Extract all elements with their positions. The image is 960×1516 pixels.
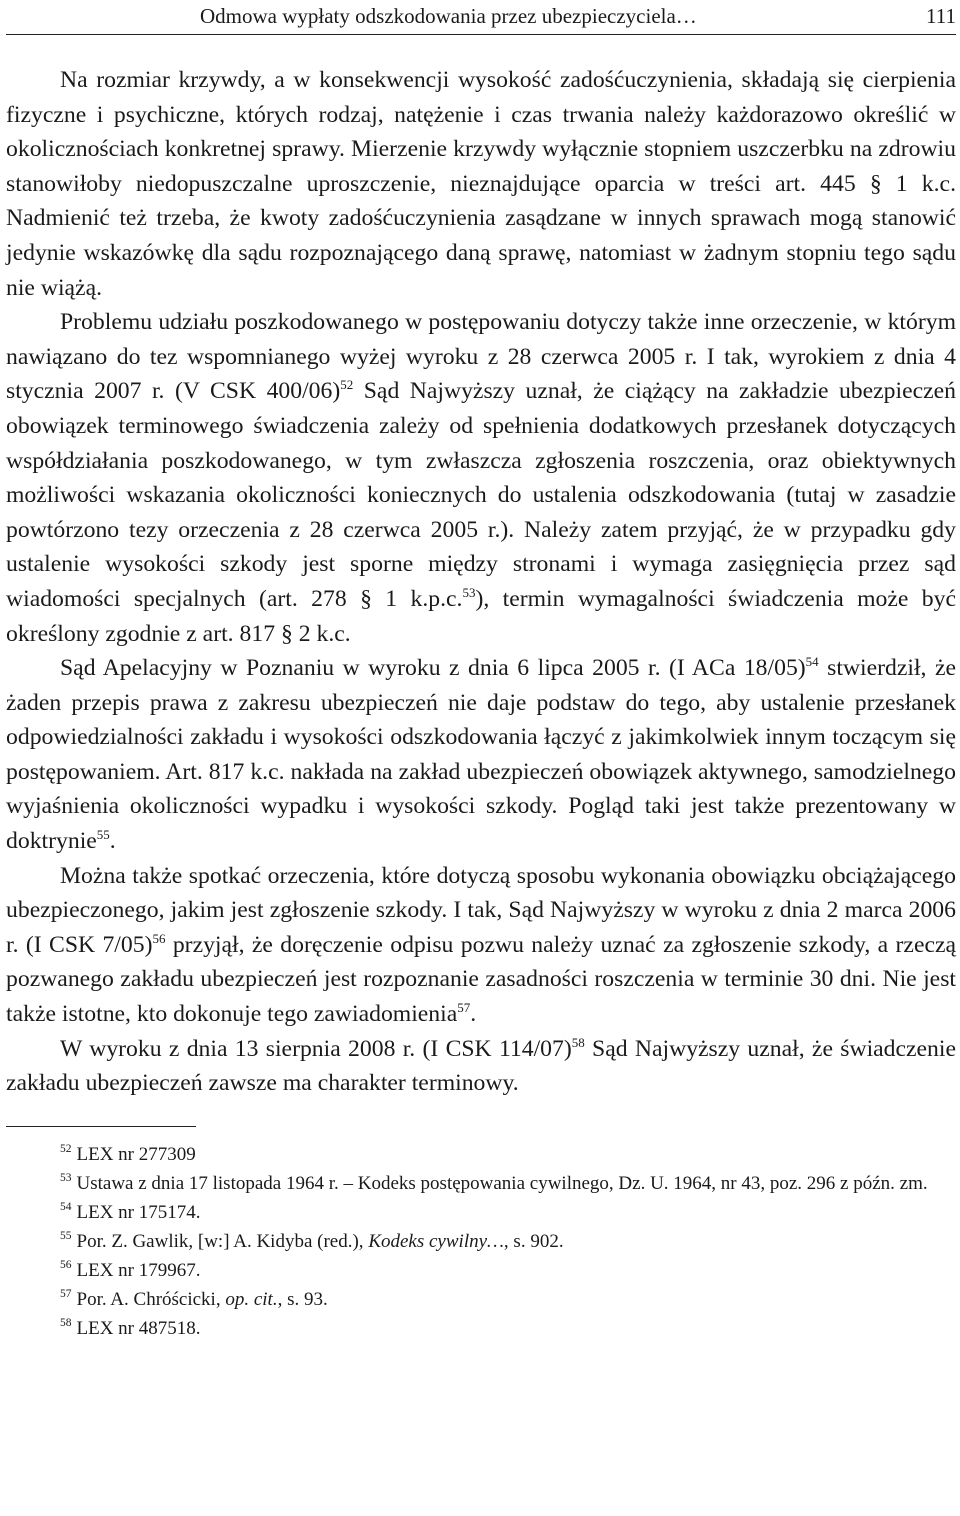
footnote-number: 52	[60, 1142, 72, 1155]
footnote-number: 53	[60, 1171, 72, 1184]
footnote: $^{54}$ LEX nr 175174.	[60, 1200, 201, 1223]
footnote-number: 57	[60, 1287, 72, 1300]
footnote-ref: 58	[571, 1034, 585, 1050]
footnote-number: 58	[60, 1316, 72, 1329]
paragraph: Na rozmiar krzywdy, a w konsekwencji wysokość zadośćuczynienia, składają się cierpienia fizyczne i psychiczne, których rodzaj, natężenie i czas trwania należy każdorazowo określić w okolicznościach konkretnej sprawy. Mierzenie krzywdy wyłącznie stopniem uszczerbku na zdrowiu stanowiłoby niedopuszczalne uproszczenie, nieznajdujące oparcia w treści art. 445 § 1 k.c. Nadmienić też trzeba, że kwoty zadośćuczynienia zasądzane w innych sprawach mogą stanowić jedynie wskazówkę dla sądu rozpoznającego daną sprawę, natomiast w żadnym stopniu tego sądu nie wiążą.	[6, 67, 956, 301]
footnote: $^{57}$ Por. A. Chróścicki, op. cit., s. 93.	[60, 1287, 328, 1310]
footnote: $^{56}$ LEX nr 179967.	[60, 1258, 201, 1281]
footnote: $^{53}$ Ustawa z dnia 17 listopada 1964 r. – Kodeks postępowania cywilnego, Dz. U. 1964, nr 43, poz. 296 z późn. zm.	[60, 1171, 928, 1194]
footnote-ref: 56	[152, 930, 166, 946]
footnote-ref: 53	[462, 584, 476, 600]
paragraph: Sąd Apelacyjny w Poznaniu w wyroku z dnia 6 lipca 2005 r. (I ACa 18/05)$^{54}$ stwierdził, że żaden przepis prawa z zakresu ubezpieczeń nie daje podstaw do tego, aby ustalenie przesłanek odpowiedzialności zakładu i wysokości odszkodowania łączyć z jakimkolwiek innym toczącym się postępowaniem. Art. 817 k.c. nakłada na zakład ubezpieczeń obowiązek aktywnego, samodzielnego wyjaśnienia okoliczności wypadku i wysokości szkody. Pogląd taki jest także prezentowany w doktrynie$^{55}$.	[6, 654, 956, 855]
footnote-ref: 54	[805, 654, 819, 670]
paragraph: W wyroku z dnia 13 sierpnia 2008 r. (I CSK 114/07)$^{58}$ Sąd Najwyższy uznał, że świadczenie zakładu ubezpieczeń zawsze ma charakter terminowy.	[6, 1034, 956, 1097]
main-text	[6, 63, 956, 1101]
footnote: $^{52}$ LEX nr 277309	[60, 1142, 196, 1165]
footnote-ref: 52	[340, 377, 354, 393]
page-number: 111	[926, 4, 956, 28]
footnote-ref: 55	[96, 827, 110, 843]
footnote: $^{58}$ LEX nr 487518.	[60, 1316, 201, 1339]
footnote-divider	[6, 1126, 196, 1127]
running-title: Odmowa wypłaty odszkodowania przez ubezpieczyciela…	[200, 4, 697, 28]
footnote-number: 54	[60, 1200, 72, 1213]
footnote-ref: 57	[457, 1000, 471, 1016]
footnote-number: 56	[60, 1258, 72, 1271]
footnote: $^{55}$ Por. Z. Gawlik, [w:] A. Kidyba (red.), Kodeks cywilny…, s. 902.	[60, 1229, 564, 1252]
running-header	[6, 0, 956, 35]
paragraph: Można także spotkać orzeczenia, które dotyczą sposobu wykonania obowiązku obciążającego ubezpieczonego, jakim jest zgłoszenie szkody. I tak, Sąd Najwyższy w wyroku z dnia 2 marca 2006 r. (I CSK 7/05)$^{56}$ przyjął, że doręczenie odpisu pozwu należy uznać za zgłoszenie szkody, a rzeczą pozwanego zakładu ubezpieczeń jest rozpoznanie zasadności roszczenia w terminie 30 dni. Nie jest także istotne, kto dokonuje tego zawiadomienia$^{57}$.	[6, 862, 956, 1028]
document-page	[6, 0, 956, 1343]
footnotes	[6, 1140, 956, 1343]
footnote-number: 55	[60, 1229, 72, 1242]
paragraph: Problemu udziału poszkodowanego w postępowaniu dotyczy także inne orzeczenie, w którym nawiązano do tez wspomnianego wyżej wyroku z 28 czerwca 2005 r. I tak, wyrokiem z dnia 4 stycznia 2007 r. (V CSK 400/06)$^{52}$ Sąd Najwyższy uznał, że ciążący na zakładzie ubezpieczeń obowiązek terminowego świadczenia zależy od spełnienia dodatkowych przesłanek dotyczących współdziałania poszkodowanego, w tym zwłaszcza zgłoszenia roszczenia, oraz obiektywnych możliwości wskazania okoliczności koniecznych do ustalenia odszkodowania (tutaj w zasadzie powtórzono tezy orzeczenia z 28 czerwca 2005 r.). Należy zatem przyjąć, że w przypadku gdy ustalenie wysokości szkody jest sporne między stronami i wymaga zasięgnięcia przez sąd wiadomości specjalnych (art. 278 § 1 k.p.c.$^{53}$), termin wymagalności świadczenia może być określony zgodnie z art. 817 § 2 k.c.	[6, 309, 956, 647]
